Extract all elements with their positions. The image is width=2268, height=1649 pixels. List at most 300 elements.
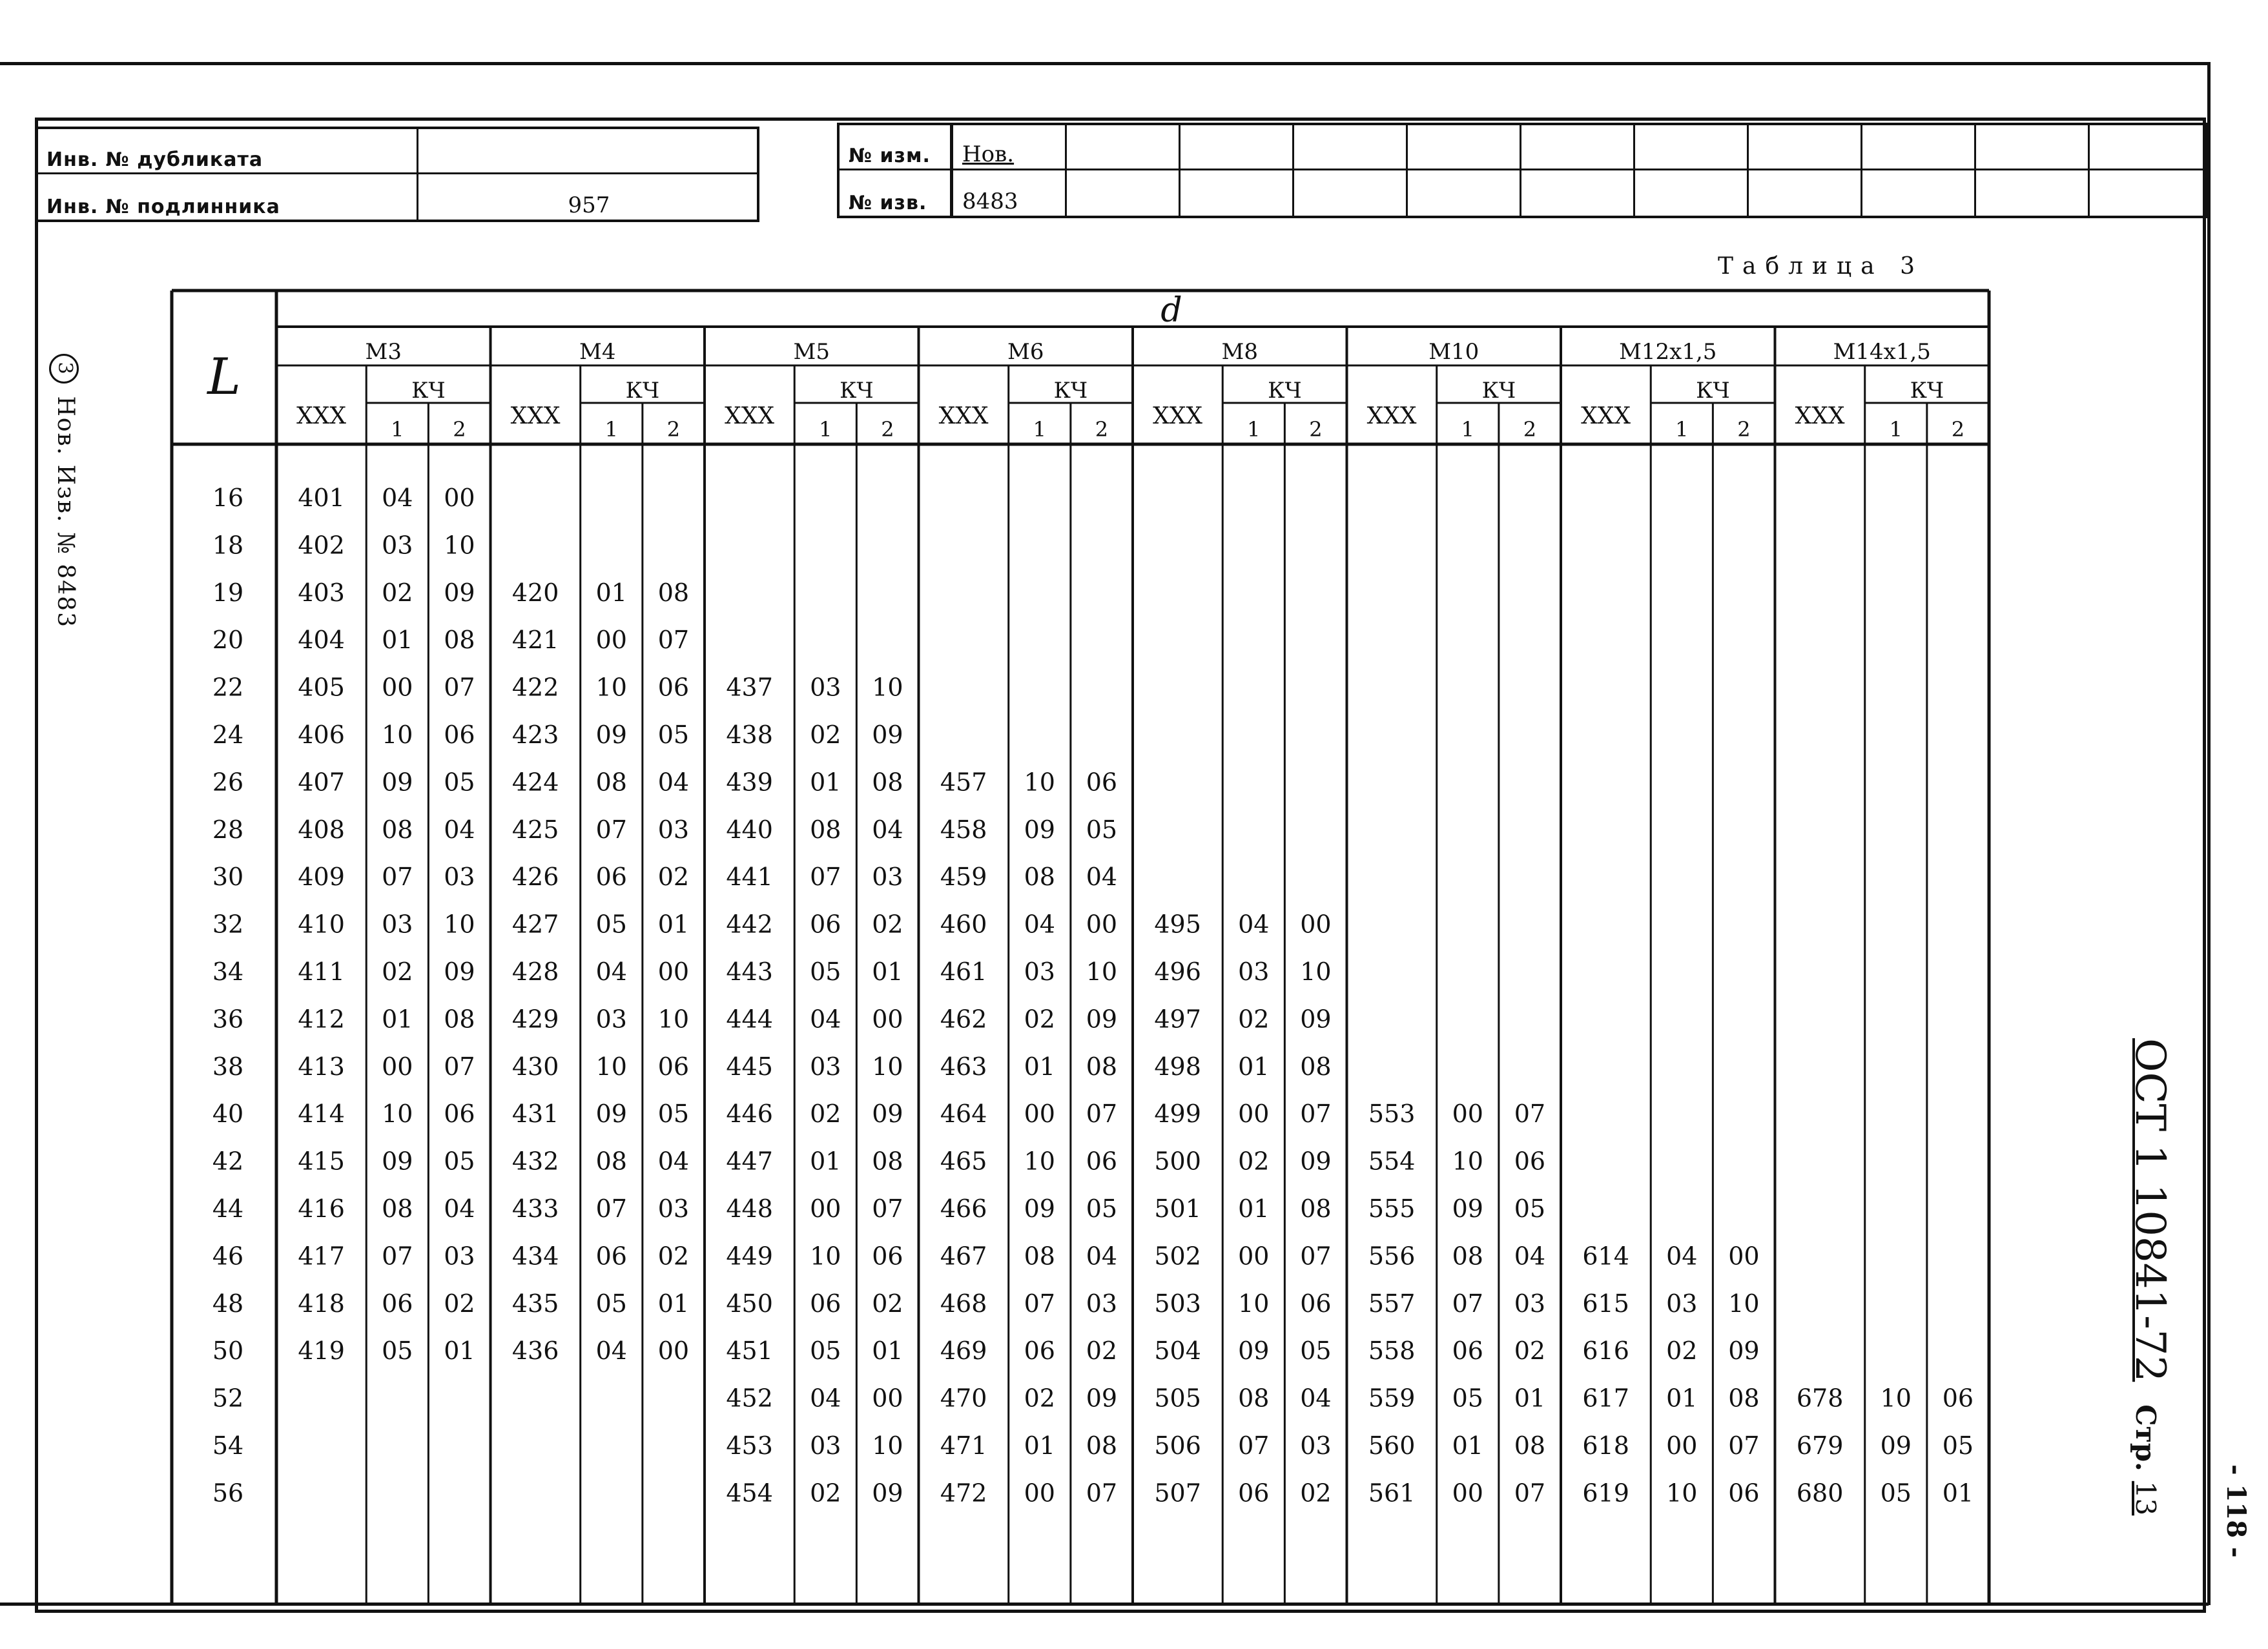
kch1-cell: 10 — [1024, 768, 1055, 797]
kch1-cell: 00 — [1452, 1100, 1483, 1129]
xxx-cell: 504 — [1154, 1337, 1201, 1366]
kch2-cell: 00 — [1300, 910, 1332, 939]
kch1-cell: 00 — [1666, 1431, 1698, 1460]
xxx-cell: 554 — [1368, 1147, 1416, 1176]
kch2-cell: 08 — [444, 626, 475, 655]
thread-size-m6: M6 — [1007, 339, 1044, 365]
xxx-cell: 413 — [298, 1052, 345, 1081]
kch2-cell: 07 — [1086, 1479, 1118, 1508]
sub-column-label-2: 2 — [1523, 417, 1537, 442]
thread-size-m12x15: M12x1,5 — [1619, 339, 1717, 365]
kch2-cell: 10 — [872, 1431, 903, 1460]
table-caption: Таблица 3 — [1718, 253, 1924, 280]
xxx-cell: 469 — [940, 1337, 987, 1366]
kch1-cell: 00 — [1238, 1100, 1270, 1129]
kch1-cell: 08 — [595, 768, 627, 797]
xxx-cell: 467 — [940, 1242, 987, 1271]
kch1-cell: 09 — [1024, 1194, 1055, 1223]
kch1-cell: 02 — [810, 1479, 841, 1508]
kch2-cell: 07 — [657, 626, 690, 655]
orig-inventory-label: Инв. № подлинника — [46, 196, 280, 218]
xxx-cell: 438 — [726, 721, 773, 749]
kch2-cell: 07 — [872, 1194, 903, 1223]
xxx-cell: 454 — [726, 1479, 773, 1508]
xxx-cell: 418 — [298, 1289, 345, 1318]
sub-column-label-2: 2 — [1951, 417, 1965, 442]
xxx-cell: 432 — [511, 1147, 559, 1176]
kch2-cell: 03 — [1300, 1431, 1332, 1460]
kch1-cell: 08 — [595, 1147, 627, 1176]
kch2-cell: 06 — [657, 673, 690, 702]
kch1-cell: 10 — [1880, 1384, 1912, 1413]
thread-size-m14x15: M14x1,5 — [1833, 339, 1931, 365]
xxx-cell: 415 — [298, 1147, 345, 1176]
kch2-cell: 10 — [872, 673, 903, 702]
sub-column-label-2: 2 — [881, 417, 894, 442]
L-value: 42 — [212, 1147, 244, 1176]
xxx-cell: 619 — [1582, 1479, 1629, 1508]
xxx-cell: 556 — [1368, 1242, 1416, 1271]
kch1-cell: 07 — [595, 1194, 627, 1223]
kch1-cell: 03 — [810, 1052, 841, 1081]
kch2-cell: 04 — [657, 1147, 690, 1176]
L-value: 56 — [212, 1479, 244, 1508]
kch1-cell: 10 — [1024, 1147, 1055, 1176]
kch2-cell: 08 — [444, 1005, 475, 1034]
kch2-cell: 10 — [1728, 1289, 1760, 1318]
kch2-cell: 07 — [1300, 1242, 1332, 1271]
sub-column-label-1: 1 — [604, 417, 618, 442]
kch-column-label: КЧ — [625, 378, 660, 404]
kch2-cell: 10 — [1086, 958, 1118, 986]
kch2-cell: 09 — [1300, 1005, 1332, 1034]
kch2-cell: 05 — [657, 1100, 690, 1129]
kch2-cell: 06 — [444, 721, 475, 749]
kch2-cell: 07 — [1728, 1431, 1760, 1460]
kch2-cell: 09 — [872, 1479, 903, 1508]
xxx-cell: 498 — [1154, 1052, 1201, 1081]
kch1-cell: 10 — [595, 673, 627, 702]
kch1-cell: 04 — [810, 1005, 841, 1034]
xxx-column-label: XXX — [510, 403, 561, 429]
kch2-cell: 08 — [1728, 1384, 1760, 1413]
kch1-cell: 01 — [1024, 1052, 1055, 1081]
kch2-cell: 09 — [872, 1100, 903, 1129]
kch2-cell: 05 — [1300, 1337, 1332, 1366]
xxx-cell: 497 — [1154, 1005, 1201, 1034]
L-value: 50 — [212, 1337, 244, 1366]
xxx-cell: 558 — [1368, 1337, 1416, 1366]
kch2-cell: 08 — [872, 1147, 903, 1176]
xxx-cell: 410 — [298, 910, 345, 939]
kch-column-label: КЧ — [1268, 378, 1302, 404]
xxx-cell: 472 — [940, 1479, 987, 1508]
kch1-cell: 05 — [1452, 1384, 1483, 1413]
xxx-cell: 500 — [1154, 1147, 1201, 1176]
kch1-cell: 01 — [1452, 1431, 1483, 1460]
xxx-cell: 462 — [940, 1005, 987, 1034]
L-value: 52 — [212, 1384, 244, 1413]
kch2-cell: 10 — [444, 531, 475, 560]
xxx-column-label: XXX — [1581, 403, 1631, 429]
kch1-cell: 02 — [810, 721, 841, 749]
xxx-column-label: XXX — [1153, 403, 1203, 429]
kch2-cell: 08 — [657, 578, 690, 607]
kch2-cell: 02 — [872, 1289, 903, 1318]
xxx-cell: 408 — [298, 815, 345, 844]
L-value: 36 — [212, 1005, 244, 1034]
kch2-cell: 00 — [657, 1337, 690, 1366]
xxx-cell: 557 — [1368, 1289, 1416, 1318]
sub-column-label-2: 2 — [1309, 417, 1323, 442]
xxx-column-label: XXX — [296, 403, 347, 429]
xxx-cell: 446 — [726, 1100, 773, 1129]
kch1-cell: 02 — [810, 1100, 841, 1129]
xxx-cell: 426 — [511, 863, 559, 892]
L-value: 30 — [212, 863, 244, 892]
xxx-cell: 502 — [1154, 1242, 1201, 1271]
xxx-cell: 460 — [940, 910, 987, 939]
L-value: 20 — [212, 626, 244, 655]
xxx-cell: 422 — [511, 673, 559, 702]
kch2-cell: 01 — [444, 1337, 475, 1366]
xxx-cell: 560 — [1368, 1431, 1416, 1460]
xxx-cell: 555 — [1368, 1194, 1416, 1223]
xxx-cell: 561 — [1368, 1479, 1416, 1508]
kch2-cell: 01 — [1942, 1479, 1974, 1508]
xxx-cell: 421 — [511, 626, 559, 655]
kch2-cell: 04 — [444, 1194, 475, 1223]
kch1-cell: 06 — [595, 863, 627, 892]
sub-column-label-2: 2 — [666, 417, 681, 442]
kch1-cell: 05 — [595, 910, 627, 939]
xxx-cell: 466 — [940, 1194, 987, 1223]
kch1-cell: 01 — [595, 578, 627, 607]
kch2-cell: 01 — [872, 958, 903, 986]
kch1-cell: 02 — [1238, 1147, 1270, 1176]
xxx-cell: 679 — [1796, 1431, 1844, 1460]
kch1-cell: 04 — [1238, 910, 1270, 939]
kch1-cell: 00 — [1024, 1100, 1055, 1129]
sub-column-label-2: 2 — [1737, 417, 1751, 442]
xxx-cell: 425 — [511, 815, 559, 844]
kch1-cell: 06 — [595, 1242, 627, 1271]
xxx-cell: 445 — [726, 1052, 773, 1081]
kch2-cell: 03 — [1086, 1289, 1118, 1318]
kch1-cell: 09 — [382, 768, 413, 797]
kch1-cell: 07 — [382, 863, 413, 892]
xxx-cell: 459 — [940, 863, 987, 892]
xxx-cell: 423 — [511, 721, 559, 749]
sub-column-label-1: 1 — [391, 417, 404, 442]
xxx-cell: 461 — [940, 958, 987, 986]
kch1-cell: 09 — [1880, 1431, 1912, 1460]
xxx-cell: 407 — [298, 768, 345, 797]
xxx-cell: 465 — [940, 1147, 987, 1176]
xxx-cell: 427 — [511, 910, 559, 939]
xxx-column-label: XXX — [1366, 403, 1417, 429]
kch2-cell: 09 — [1086, 1005, 1118, 1034]
L-value: 19 — [212, 578, 244, 607]
kch1-cell: 10 — [595, 1052, 627, 1081]
kch2-cell: 03 — [872, 863, 903, 892]
kch2-cell: 06 — [444, 1100, 475, 1129]
kch2-cell: 01 — [657, 1289, 690, 1318]
kch1-cell: 10 — [1238, 1289, 1270, 1318]
kch2-cell: 01 — [872, 1337, 903, 1366]
kch2-cell: 06 — [1300, 1289, 1332, 1318]
kch2-cell: 08 — [1300, 1052, 1332, 1081]
kch1-cell: 05 — [382, 1337, 413, 1366]
kch2-cell: 07 — [1514, 1100, 1546, 1129]
kch1-cell: 04 — [382, 484, 413, 512]
xxx-cell: 678 — [1796, 1384, 1844, 1413]
xxx-cell: 417 — [298, 1242, 345, 1271]
xxx-cell: 435 — [511, 1289, 559, 1318]
xxx-cell: 433 — [511, 1194, 559, 1223]
kch2-cell: 06 — [657, 1052, 690, 1081]
sub-column-label-1: 1 — [1889, 417, 1902, 442]
kch2-cell: 05 — [657, 721, 690, 749]
xxx-cell: 451 — [726, 1337, 773, 1366]
kch1-cell: 02 — [1024, 1384, 1055, 1413]
L-value: 32 — [212, 910, 244, 939]
xxx-cell: 401 — [298, 484, 345, 512]
kch2-cell: 08 — [1300, 1194, 1332, 1223]
L-value: 16 — [212, 484, 244, 512]
kch1-cell: 02 — [1666, 1337, 1698, 1366]
kch1-cell: 08 — [1238, 1384, 1270, 1413]
xxx-cell: 505 — [1154, 1384, 1201, 1413]
xxx-cell: 424 — [511, 768, 559, 797]
kch2-cell: 08 — [872, 768, 903, 797]
kch2-cell: 07 — [1300, 1100, 1332, 1129]
kch1-cell: 01 — [1238, 1052, 1270, 1081]
kch1-cell: 06 — [1024, 1337, 1055, 1366]
kch2-cell: 05 — [1086, 1194, 1118, 1223]
kch2-cell: 09 — [1086, 1384, 1118, 1413]
kch-column-label: КЧ — [1481, 378, 1516, 404]
kch1-cell: 00 — [1024, 1479, 1055, 1508]
kch1-cell: 02 — [1238, 1005, 1270, 1034]
kch1-cell: 06 — [1452, 1337, 1483, 1366]
kch1-cell: 09 — [1452, 1194, 1483, 1223]
kch-column-label: КЧ — [411, 378, 446, 404]
kch2-cell: 05 — [1514, 1194, 1546, 1223]
kch2-cell: 09 — [444, 578, 475, 607]
kch2-cell: 10 — [444, 910, 475, 939]
xxx-cell: 431 — [511, 1100, 559, 1129]
kch2-cell: 06 — [1728, 1479, 1760, 1508]
xxx-column-label: XXX — [938, 403, 989, 429]
kch1-cell: 08 — [810, 815, 841, 844]
kch2-cell: 02 — [872, 910, 903, 939]
kch2-cell: 07 — [444, 673, 475, 702]
kch1-cell: 04 — [810, 1384, 841, 1413]
kch2-cell: 02 — [657, 863, 690, 892]
xxx-cell: 419 — [298, 1337, 345, 1366]
kch1-cell: 09 — [1238, 1337, 1270, 1366]
xxx-cell: 553 — [1368, 1100, 1416, 1129]
xxx-cell: 453 — [726, 1431, 773, 1460]
kch2-cell: 09 — [1728, 1337, 1760, 1366]
thread-size-m5: M5 — [793, 339, 830, 365]
xxx-cell: 496 — [1154, 958, 1201, 986]
xxx-cell: 450 — [726, 1289, 773, 1318]
xxx-cell: 442 — [726, 910, 773, 939]
kch2-cell: 06 — [872, 1242, 903, 1271]
notice-no-value: 8483 — [962, 189, 1018, 214]
kch1-cell: 08 — [382, 815, 413, 844]
kch1-cell: 09 — [595, 1100, 627, 1129]
xxx-cell: 416 — [298, 1194, 345, 1223]
xxx-cell: 449 — [726, 1242, 773, 1271]
kch-column-label: КЧ — [1053, 378, 1088, 404]
xxx-cell: 506 — [1154, 1431, 1201, 1460]
kch2-cell: 04 — [1086, 863, 1118, 892]
kch1-cell: 03 — [382, 531, 413, 560]
kch1-cell: 07 — [595, 815, 627, 844]
kch1-cell: 00 — [1452, 1479, 1483, 1508]
kch2-cell: 03 — [1514, 1289, 1546, 1318]
xxx-cell: 402 — [298, 531, 345, 560]
kch2-cell: 00 — [1086, 910, 1118, 939]
xxx-cell: 471 — [940, 1431, 987, 1460]
xxx-cell: 463 — [940, 1052, 987, 1081]
kch2-cell: 00 — [1728, 1242, 1760, 1271]
kch1-cell: 03 — [382, 910, 413, 939]
kch1-cell: 03 — [1666, 1289, 1698, 1318]
thread-size-m4: M4 — [579, 339, 616, 365]
L-value: 28 — [212, 815, 244, 844]
xxx-cell: 470 — [940, 1384, 987, 1413]
kch2-cell: 04 — [1514, 1242, 1546, 1271]
kch2-cell: 03 — [657, 1194, 690, 1223]
kch2-cell: 02 — [657, 1242, 690, 1271]
kch2-cell: 04 — [444, 815, 475, 844]
kch2-cell: 08 — [1086, 1431, 1118, 1460]
xxx-cell: 406 — [298, 721, 345, 749]
kch1-cell: 04 — [595, 1337, 627, 1366]
kch1-cell: 10 — [810, 1242, 841, 1271]
kch1-cell: 04 — [595, 958, 627, 986]
L-value: 46 — [212, 1242, 244, 1271]
kch2-cell: 01 — [1514, 1384, 1546, 1413]
kch2-cell: 04 — [657, 768, 690, 797]
xxx-cell: 501 — [1154, 1194, 1201, 1223]
kch-column-label: КЧ — [1696, 378, 1730, 404]
kch1-cell: 10 — [1666, 1479, 1698, 1508]
kch1-cell: 03 — [1238, 958, 1270, 986]
kch2-cell: 09 — [444, 958, 475, 986]
kch2-cell: 03 — [444, 863, 475, 892]
xxx-cell: 457 — [940, 768, 987, 797]
sub-column-label-1: 1 — [1675, 417, 1689, 442]
change-no-value: Нов. — [962, 141, 1015, 167]
L-value: 40 — [212, 1100, 244, 1129]
kch2-cell: 04 — [1300, 1384, 1332, 1413]
xxx-cell: 436 — [511, 1337, 559, 1366]
kch1-cell: 08 — [1452, 1242, 1483, 1271]
kch1-cell: 02 — [1024, 1005, 1055, 1034]
xxx-cell: 414 — [298, 1100, 345, 1129]
notice-no-label: № изв. — [849, 192, 927, 214]
kch1-cell: 00 — [382, 1052, 413, 1081]
kch1-cell: 08 — [382, 1194, 413, 1223]
xxx-cell: 458 — [940, 815, 987, 844]
kch1-cell: 09 — [382, 1147, 413, 1176]
xxx-cell: 441 — [726, 863, 773, 892]
L-value: 34 — [212, 958, 244, 986]
xxx-cell: 434 — [511, 1242, 559, 1271]
xxx-cell: 559 — [1368, 1384, 1416, 1413]
kch1-cell: 06 — [382, 1289, 413, 1318]
xxx-column-label: XXX — [1795, 403, 1845, 429]
kch2-cell: 00 — [444, 484, 475, 512]
sheet-number: - 118 - — [2221, 1464, 2251, 1558]
page-label: Стр. — [2130, 1404, 2161, 1471]
kch2-cell: 00 — [872, 1005, 903, 1034]
xxx-cell: 444 — [726, 1005, 773, 1034]
xxx-cell: 614 — [1582, 1242, 1629, 1271]
kch1-cell: 07 — [382, 1242, 413, 1271]
kch2-cell: 05 — [1086, 815, 1118, 844]
xxx-cell: 440 — [726, 815, 773, 844]
L-value: 26 — [212, 768, 244, 797]
L-value: 48 — [212, 1289, 244, 1318]
kch1-cell: 07 — [810, 863, 841, 892]
row-header-L: L — [207, 348, 241, 406]
kch1-cell: 08 — [1024, 1242, 1055, 1271]
xxx-cell: 680 — [1796, 1479, 1844, 1508]
xxx-cell: 411 — [298, 958, 345, 986]
kch2-cell: 07 — [1086, 1100, 1118, 1129]
xxx-cell: 409 — [298, 863, 345, 892]
kch2-cell: 03 — [657, 815, 690, 844]
kch2-cell: 07 — [1514, 1479, 1546, 1508]
L-value: 38 — [212, 1052, 244, 1081]
xxx-cell: 468 — [940, 1289, 987, 1318]
kch1-cell: 06 — [1238, 1479, 1270, 1508]
xxx-cell: 616 — [1582, 1337, 1629, 1366]
xxx-cell: 439 — [726, 768, 773, 797]
thread-size-m3: M3 — [365, 339, 402, 365]
kch1-cell: 00 — [595, 626, 627, 655]
xxx-cell: 403 — [298, 578, 345, 607]
kch1-cell: 03 — [1024, 958, 1055, 986]
kch2-cell: 04 — [872, 815, 903, 844]
kch1-cell: 00 — [382, 673, 413, 702]
thread-size-m10: M10 — [1428, 339, 1479, 365]
xxx-cell: 507 — [1154, 1479, 1201, 1508]
change-no-label: № изм. — [849, 145, 931, 167]
thread-size-m8: M8 — [1221, 339, 1258, 365]
dup-inventory-label: Инв. № дубликата — [46, 149, 263, 171]
kch1-cell: 01 — [382, 626, 413, 655]
kch1-cell: 00 — [810, 1194, 841, 1223]
kch2-cell: 02 — [444, 1289, 475, 1318]
kch1-cell: 06 — [810, 1289, 841, 1318]
kch1-cell: 03 — [810, 1431, 841, 1460]
column-header-d: d — [1160, 291, 1182, 330]
kch2-cell: 06 — [1086, 1147, 1118, 1176]
sub-column-label-1: 1 — [1461, 417, 1474, 442]
xxx-cell: 464 — [940, 1100, 987, 1129]
kch2-cell: 06 — [1942, 1384, 1974, 1413]
L-value: 18 — [212, 531, 244, 560]
L-value: 24 — [212, 721, 244, 749]
kch2-cell: 10 — [1300, 958, 1332, 986]
